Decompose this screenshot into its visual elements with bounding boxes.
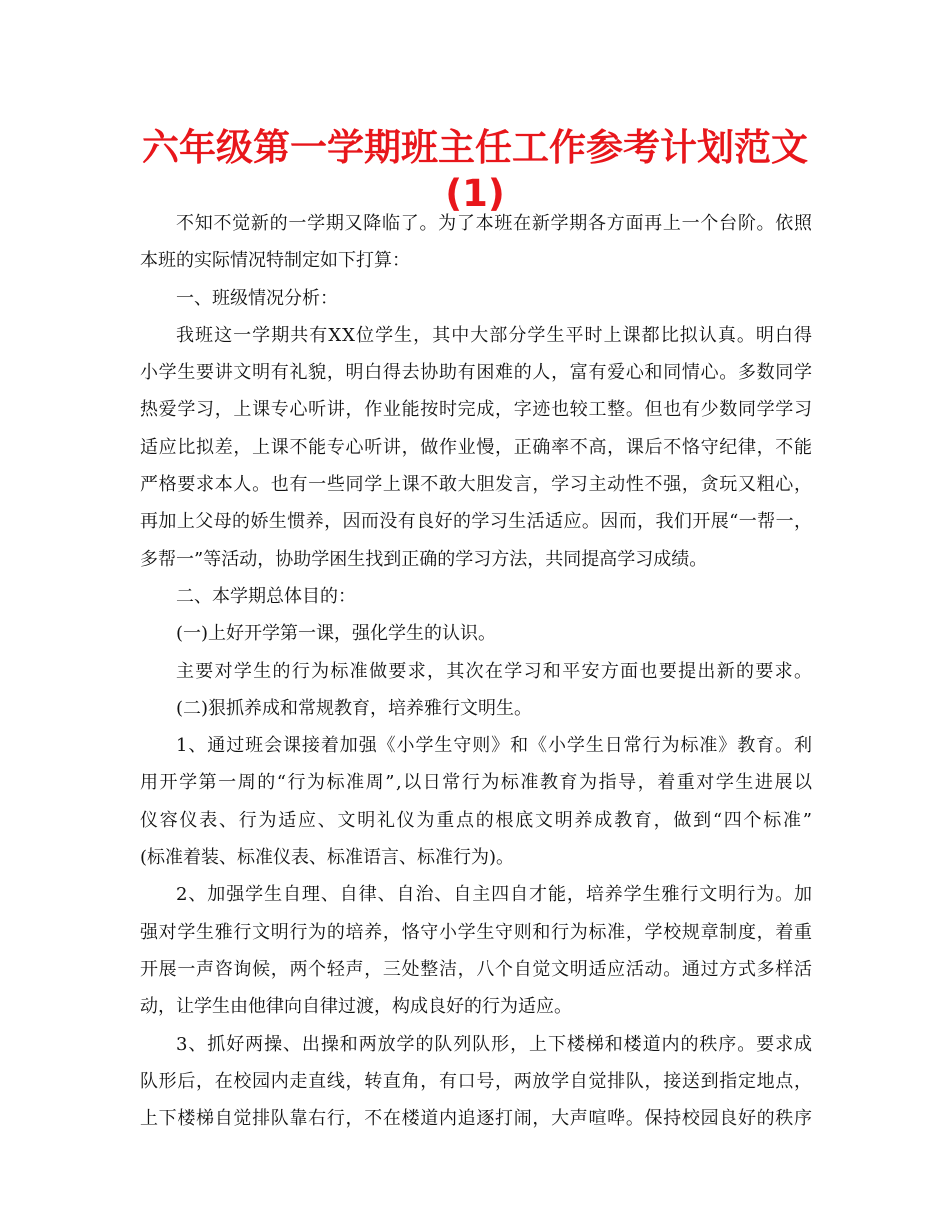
- body-text-line: 适应比拟差，上课不能专心听讲，做作业慢，正确率不高，课后不恪守纪律，不能: [140, 436, 813, 458]
- body-text-line: 我班这一学期共有XX位学生，其中大部分学生平时上课都比拟认真。明白得: [176, 324, 814, 346]
- body-text-line: (二)狠抓养成和常规教育，培养雅行文明生。: [176, 697, 533, 719]
- body-text-line: 强对学生雅行文明行为的培养，恪守小学生守则和行为标准，学校规章制度，着重: [140, 921, 813, 943]
- document-title-line-2: (1): [445, 172, 505, 215]
- body-text-line: 队形后，在校园内走直线，转直角，有口号，两放学自觉排队，接送到指定地点，: [140, 1070, 813, 1092]
- body-text-line: 3、抓好两操、出操和两放学的队列队形，上下楼梯和楼道内的秩序。要求成: [176, 1033, 813, 1055]
- body-text-line: 热爱学习，上课专心听讲，作业能按时完成，字迹也较工整。但也有少数同学学习: [140, 399, 813, 421]
- document-title-line-1: 六年级第一学期班主任工作参考计划范文: [142, 126, 808, 169]
- document-body: [140, 205, 812, 1137]
- body-text-line: 严格要求本人。也有一些同学上课不敢大胆发言，学习主动性不强，贪玩又粗心，: [140, 474, 813, 496]
- body-text-line: 一、班级情况分析：: [176, 287, 338, 309]
- body-text-line: 动，让学生由他律向自律过渡，构成良好的行为适应。: [140, 996, 572, 1018]
- body-text-line: 本班的实际情况特制定如下打算：: [140, 250, 410, 272]
- body-text-line: 2、加强学生自理、自律、自治、自主四自才能，培养学生雅行文明行为。加: [176, 884, 813, 906]
- body-text-line: 仪容仪表、行为适应、文明礼仪为重点的根底文明养成教育，做到“四个标准”: [140, 809, 814, 831]
- body-text-line: 上下楼梯自觉排队靠右行，不在楼道内追逐打闹，大声喧哗。保持校园良好的秩序: [140, 1108, 813, 1130]
- body-text-line: 二、本学期总体目的：: [176, 585, 356, 607]
- body-text-line: (标准着装、标准仪表、标准语言、标准行为)。: [140, 847, 515, 869]
- body-text-line: 再加上父母的娇生惯养，因而没有良好的学习生活适应。因而，我们开展“一帮一，: [140, 511, 813, 533]
- body-text-line: 多帮一”等活动，协助学困生找到正确的学习方法，共同提高学习成绩。: [140, 548, 708, 570]
- body-text-line: 开展一声咨询候，两个轻声，三处整洁，八个自觉文明适应活动。通过方式多样活: [140, 958, 813, 980]
- body-text-line: (一)上好开学第一课，强化学生的认识。: [176, 623, 497, 645]
- body-text-line: 用开学第一周的“行为标准周”,以日常行为标准教育为指导，着重对学生进展以: [140, 772, 814, 794]
- body-text-line: 不知不觉新的一学期又降临了。为了本班在新学期各方面再上一个台阶。依照: [176, 213, 813, 234]
- body-text-line: 小学生要讲文明有礼貌，明白得去协助有困难的人，富有爱心和同情心。多数同学: [140, 362, 813, 384]
- body-text-line: 1、通过班会课接着加强《小学生守则》和《小学生日常行为标准》教育。利: [176, 735, 813, 757]
- body-text-line: 主要对学生的行为标准做要求，其次在学习和平安方面也要提出新的要求。: [176, 660, 814, 682]
